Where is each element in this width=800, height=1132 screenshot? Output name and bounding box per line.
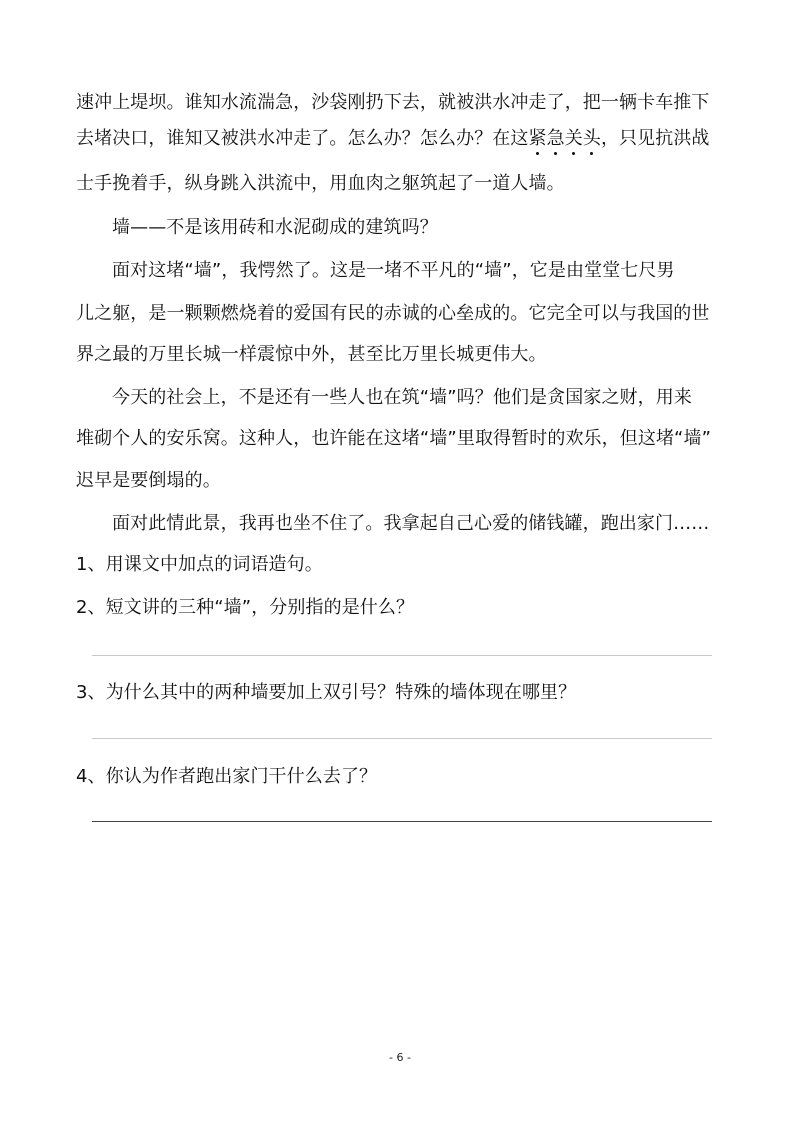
passage-p1-line1: 速冲上堤坝。谁知水流湍急，沙袋刚扔下去，就被洪水冲走了，把一辆卡车推下	[76, 92, 710, 113]
passage-p3-line1: 面对这堵“墙”，我愕然了。这是一堵不平凡的“墙”，它是由堂堂七尺男	[112, 260, 675, 281]
passage-p2: 墙——不是该用砖和水泥砌成的建筑吗？	[112, 217, 438, 238]
page-number: - 6 -	[389, 1051, 411, 1064]
passage-p1-line3: 士手挽着手，纵身跳入洪流中，用血肉之躯筑起了一道人墙。	[76, 173, 565, 194]
question-1: 1、用课文中加点的词语造句。	[76, 554, 323, 575]
passage-p5: 面对此情此景，我再也坐不住了。我拿起自己心爱的储钱罐，跑出家门……	[112, 513, 710, 534]
question-2: 2、短文讲的三种“墙”，分别指的是什么？	[76, 597, 415, 618]
passage-p4-line3: 迟早是要倒塌的。	[76, 470, 221, 491]
passage-p1-line2-text-a: 去堵决口，谁知又被洪水冲走了。怎么办？怎么办？在这	[76, 128, 529, 149]
passage-p4-line2: 堆砌个人的安乐窝。这种人，也许能在这堵“墙”里取得暂时的欢乐，但这堵“墙”	[76, 428, 711, 449]
passage-p3-line2: 儿之躯，是一颗颗燃烧着的爱国有民的赤诚的心垒成的。它完全可以与我国的世	[76, 303, 710, 324]
answer-line-3	[92, 738, 712, 739]
question-3: 3、为什么其中的两种墙要加上双引号？特殊的墙体现在哪里？	[76, 682, 577, 703]
question-4: 4、你认为作者跑出家门干什么去了？	[76, 766, 378, 787]
passage-p1-line2	[76, 127, 736, 151]
passage-p4-line1: 今天的社会上，不是还有一些人也在筑“墙”吗？他们是贪国家之财，用来	[112, 387, 692, 408]
answer-line-4	[92, 821, 712, 822]
passage-p1-line2-text-b: ，只见抗洪战	[600, 128, 710, 149]
dotted-character: 头	[582, 128, 601, 149]
dotted-character: 急	[546, 128, 565, 149]
answer-line-2	[92, 655, 712, 656]
passage-p3-line3: 界之最的万里长城一样震惊中外，甚至比万里长城更伟大。	[76, 344, 547, 365]
dotted-character: 紧	[528, 128, 547, 149]
dotted-character: 关	[564, 128, 583, 149]
